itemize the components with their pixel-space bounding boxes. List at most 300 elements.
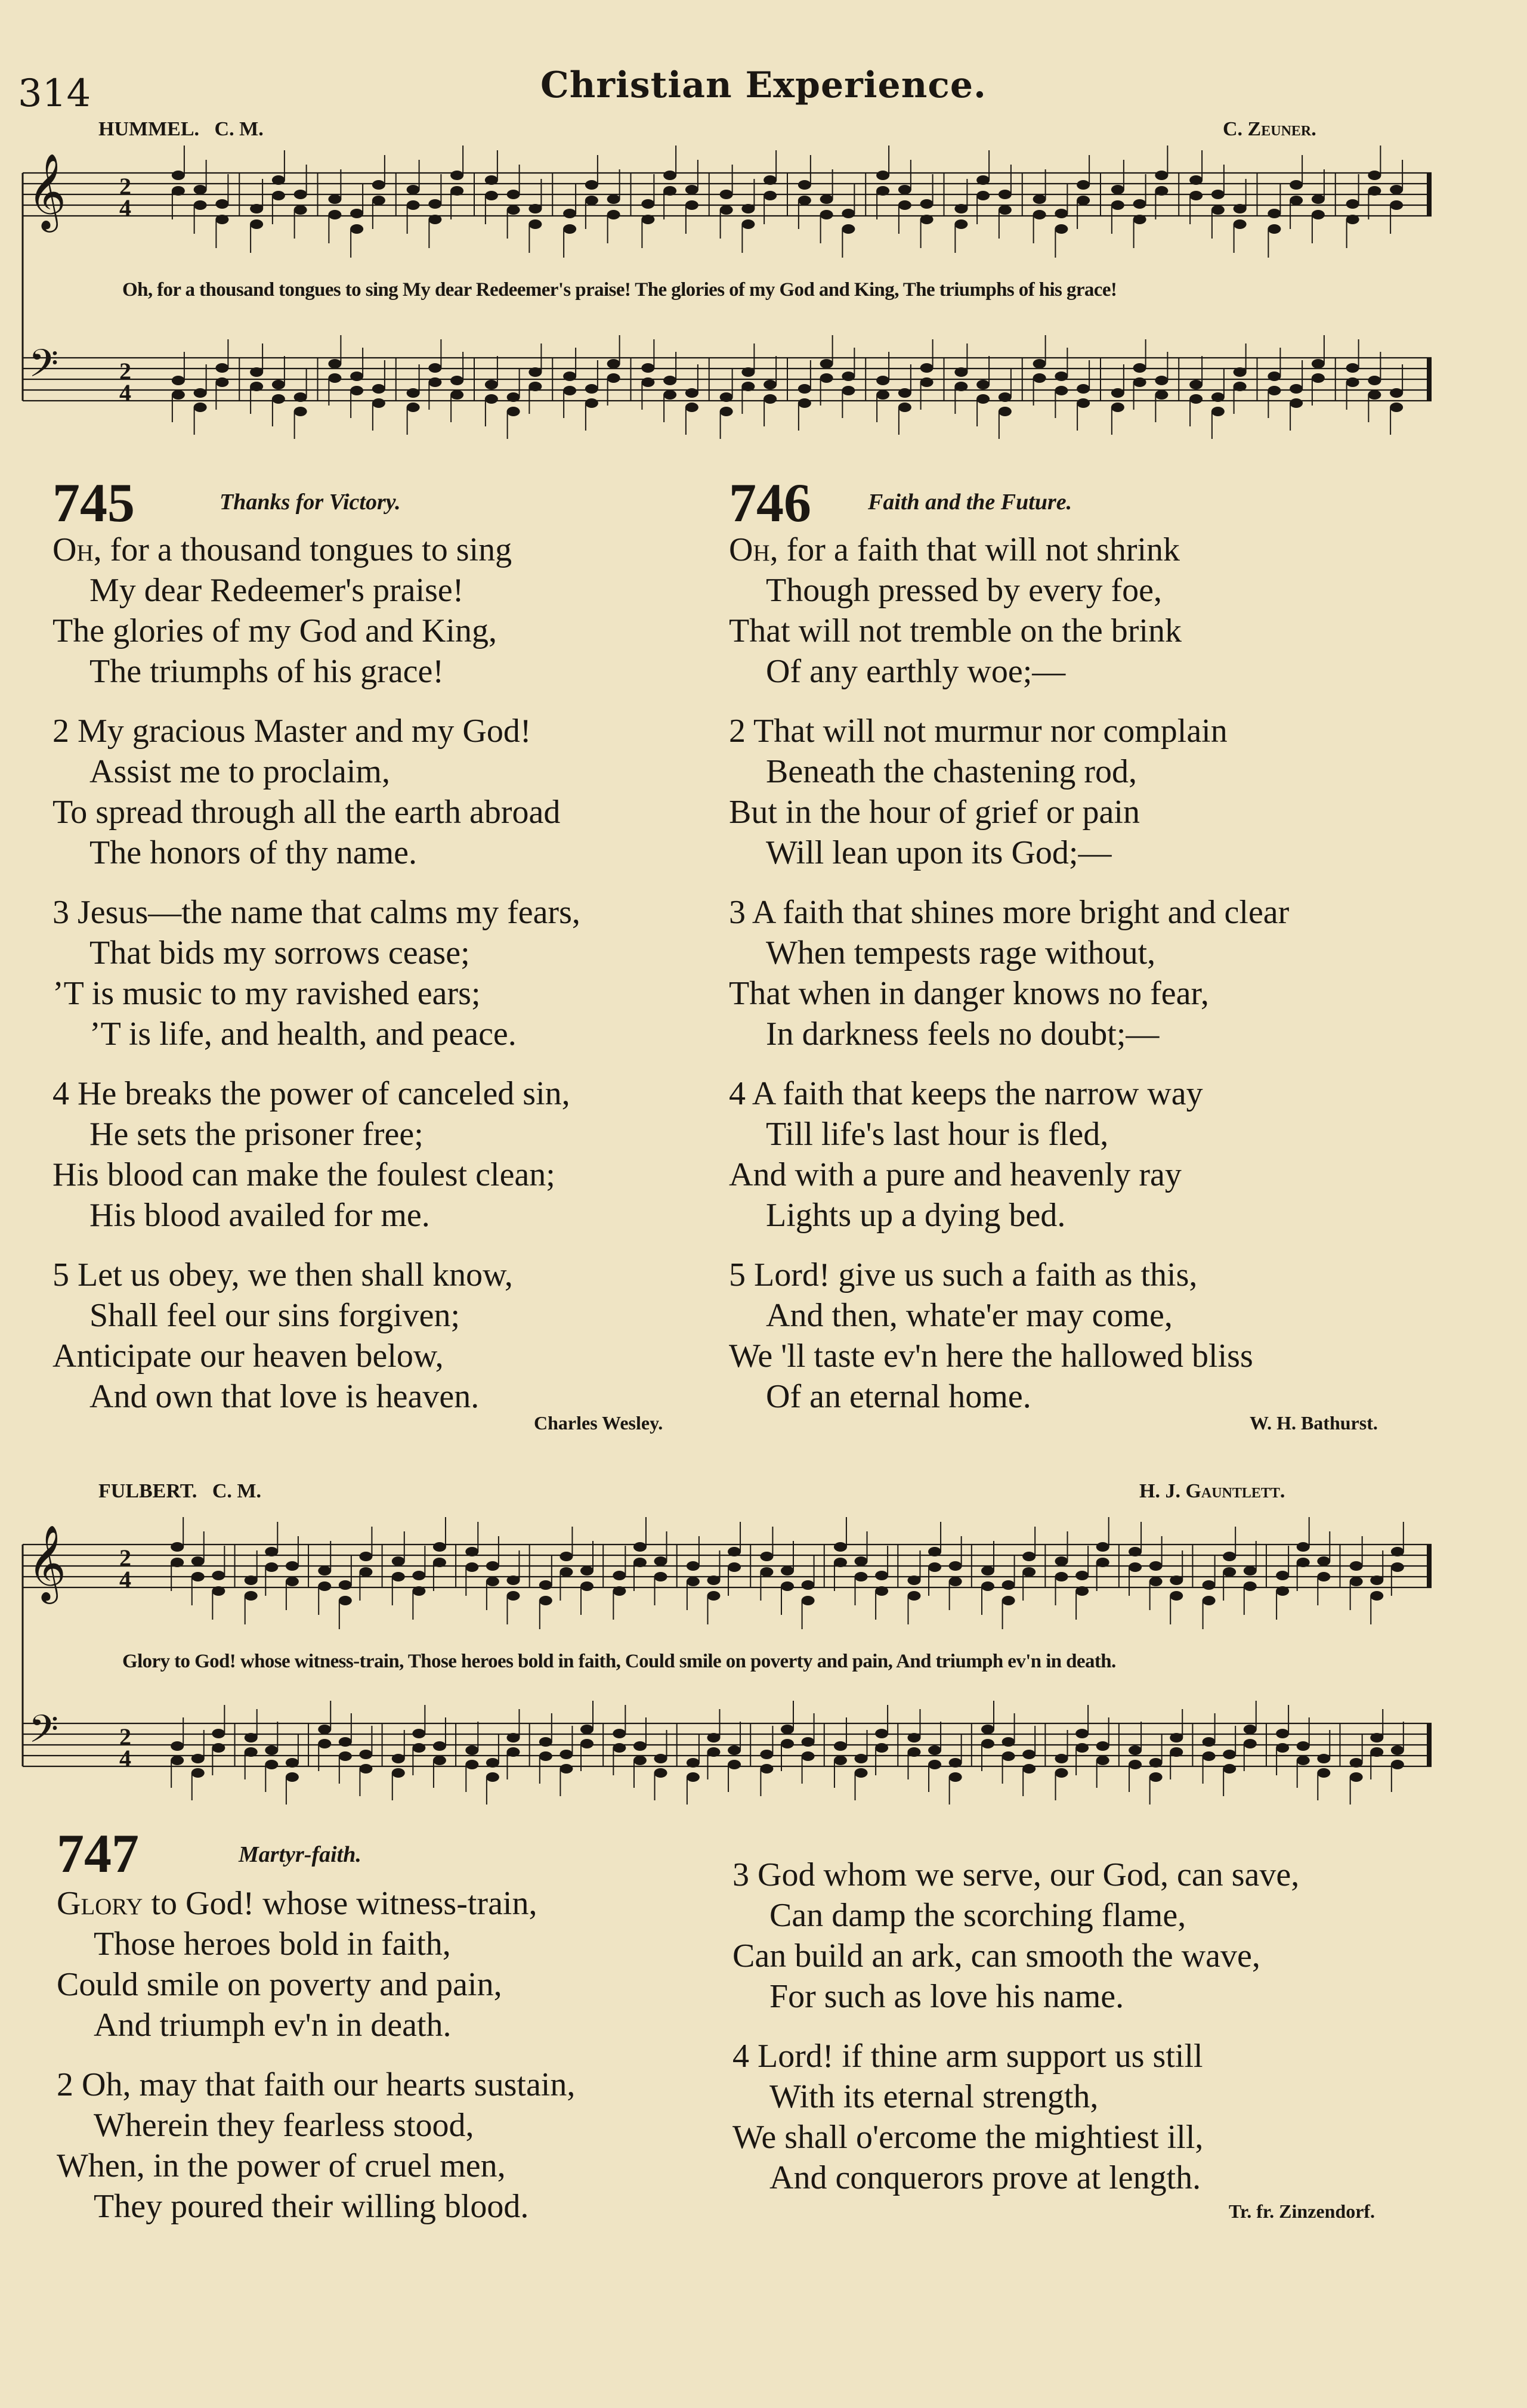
notehead [920, 377, 933, 387]
notehead [171, 1756, 184, 1765]
bass-clef-icon: 𝄢 [29, 342, 59, 395]
notehead [741, 367, 755, 377]
notehead [842, 224, 855, 234]
hymn-747-stanza-1: Glory to God! whose witness-train, Those heroes bold in faith, Could smile on poverty and pain, And triumph ev'n in death. [57, 1885, 537, 2044]
notehead [1033, 210, 1046, 219]
notehead [433, 1741, 446, 1751]
page-number: 314 [18, 72, 91, 116]
tune2-heading [98, 1480, 261, 1503]
tune1-lyrics: Oh, for a thousand tongues to sing My dear Redeemer's praise! The glories of my God and King, The triumphs of his grace! [122, 279, 1117, 301]
notehead [685, 200, 698, 210]
notehead [191, 1556, 205, 1566]
notehead [1370, 1591, 1383, 1601]
notehead [294, 407, 307, 416]
notehead [1129, 1745, 1142, 1755]
notehead [560, 1750, 573, 1759]
notehead [250, 204, 263, 213]
notehead [949, 1758, 962, 1768]
notehead [359, 1567, 372, 1577]
notehead [245, 1747, 258, 1757]
notehead [928, 1547, 941, 1556]
notehead [171, 1558, 184, 1567]
notehead [1075, 1743, 1089, 1753]
notehead [392, 1768, 405, 1778]
notehead [350, 224, 363, 234]
hymn-747-stanza-4: 4 Lord! if thine arm support us still With its eternal strength, We shall o'ercome the mightiest ill, And conquerors prove at length. [732, 2038, 1204, 2196]
notehead [641, 377, 654, 387]
notehead [359, 1764, 372, 1773]
notehead [820, 210, 833, 219]
notehead [1002, 1737, 1015, 1747]
notehead [485, 175, 498, 185]
notehead [1189, 380, 1203, 389]
notehead [976, 394, 990, 404]
notehead [506, 1591, 520, 1601]
notehead [272, 380, 285, 389]
notehead [580, 1581, 594, 1591]
notehead [585, 384, 598, 394]
notehead [1290, 384, 1303, 394]
notehead [563, 386, 576, 395]
notehead [245, 1733, 258, 1742]
notehead [339, 1751, 352, 1761]
notehead [685, 185, 698, 194]
notehead [1391, 1745, 1404, 1755]
notehead [250, 367, 263, 377]
notehead [407, 403, 420, 412]
notehead [245, 1591, 258, 1601]
notehead [1189, 394, 1203, 404]
notehead [1096, 1756, 1109, 1765]
notehead [798, 196, 811, 205]
notehead [328, 373, 341, 383]
hymn-746-stanza-2: 2 That will not murmur nor complain Beneath the chastening rod, But in the hour of grief or pain Will lean upon its God;— [729, 713, 1228, 871]
notehead [1096, 1542, 1109, 1552]
notehead [1077, 384, 1090, 394]
notehead [607, 373, 620, 383]
notehead [834, 1558, 847, 1567]
tune2-name: FULBERT. [98, 1480, 197, 1502]
notehead [450, 186, 463, 196]
notehead [687, 1561, 700, 1571]
hymn-746-first-word: Oh, [729, 531, 778, 568]
notehead [171, 1542, 184, 1552]
hymn-746-stanza-4: 4 A faith that keeps the narrow way Till life's last hour is fled, And with a pure and heavenly ray Lights up a dying bed. [729, 1075, 1203, 1234]
notehead [392, 1754, 405, 1763]
notehead [194, 403, 207, 412]
notehead [876, 390, 889, 400]
notehead [560, 1567, 573, 1577]
notehead [1133, 363, 1146, 373]
notehead [720, 392, 733, 402]
notehead [1111, 403, 1124, 412]
notehead [528, 367, 542, 377]
notehead [433, 1558, 446, 1567]
notehead [412, 1743, 425, 1753]
notehead [1155, 376, 1168, 385]
hymn-746-text [729, 530, 1289, 1436]
notehead [1189, 191, 1203, 200]
notehead [580, 1566, 594, 1576]
notehead [1055, 1754, 1068, 1763]
notehead [954, 367, 967, 377]
notehead [907, 1733, 920, 1742]
notehead [654, 1572, 667, 1581]
notehead [1312, 359, 1325, 369]
notehead [528, 219, 542, 229]
notehead [339, 1596, 352, 1605]
notehead [928, 1760, 941, 1769]
notehead [834, 1741, 847, 1751]
notehead [1133, 215, 1146, 224]
notehead [663, 171, 676, 180]
notehead [286, 1561, 299, 1571]
notehead [802, 1580, 815, 1590]
notehead [981, 1739, 994, 1748]
notehead [798, 398, 811, 408]
notehead [764, 191, 777, 200]
notehead [485, 191, 498, 200]
notehead [907, 1576, 920, 1585]
notehead [1317, 1556, 1330, 1566]
hymn-745-number: 745 [52, 472, 135, 533]
notehead [842, 386, 855, 395]
notehead [898, 200, 911, 210]
notehead [560, 1552, 573, 1561]
notehead [194, 185, 207, 194]
running-head: Christian Experience. [540, 64, 987, 106]
final-barline [1427, 1723, 1432, 1766]
notehead [954, 382, 967, 391]
hymn-746-stanza-5: 5 Lord! give us such a faith as this, And then, whate'er may come, We 'll taste ev'n here the hallowed bliss Of an eternal home. [729, 1256, 1253, 1415]
notehead [1022, 1567, 1035, 1577]
notehead [876, 376, 889, 385]
notehead [563, 224, 576, 234]
notehead [507, 392, 520, 402]
notehead [318, 1581, 331, 1591]
notehead [485, 380, 498, 389]
notehead [1276, 1586, 1289, 1596]
notehead [1149, 1772, 1163, 1782]
notehead [1312, 194, 1325, 204]
notehead [781, 1725, 794, 1734]
notehead [633, 1741, 647, 1751]
notehead [1055, 224, 1068, 234]
notehead [1203, 1580, 1216, 1590]
notehead [407, 200, 420, 210]
notehead [328, 194, 341, 204]
notehead [1203, 1751, 1216, 1761]
notehead [539, 1596, 552, 1605]
notehead [685, 388, 698, 398]
hymn-745-first-word: Oh, [52, 531, 102, 568]
notehead [1096, 1558, 1109, 1567]
notehead [450, 376, 463, 385]
notehead [450, 390, 463, 400]
notehead [1234, 367, 1247, 377]
notehead [1223, 1750, 1236, 1759]
notehead [798, 384, 811, 394]
tune1-composer: C. Zeuner. [1223, 118, 1316, 140]
notehead [272, 175, 285, 185]
notehead [486, 1758, 499, 1768]
tune2-composer: H. J. Gauntlett. [1139, 1480, 1285, 1502]
notehead [580, 1725, 594, 1734]
notehead [1368, 186, 1381, 196]
notehead [685, 403, 698, 412]
notehead [194, 388, 207, 398]
notehead [1234, 204, 1247, 213]
notehead [1129, 1547, 1142, 1556]
notehead [172, 171, 185, 180]
notehead [1002, 1751, 1015, 1761]
notehead [954, 204, 967, 213]
notehead [1268, 372, 1281, 381]
notehead [1203, 1737, 1216, 1747]
notehead [412, 1729, 425, 1738]
notehead [976, 175, 990, 185]
notehead [663, 390, 676, 400]
notehead [1244, 1566, 1257, 1576]
notehead [539, 1737, 552, 1747]
notehead [1297, 1741, 1310, 1751]
notehead [528, 204, 542, 213]
notehead [1055, 1556, 1068, 1566]
notehead [215, 377, 228, 387]
notehead [1268, 224, 1281, 234]
notehead [928, 1562, 941, 1572]
hymn-745-title: Thanks for Victory. [220, 490, 401, 515]
time-signature: 4 [119, 194, 131, 221]
notehead [563, 209, 576, 218]
hymn-745-stanza-2: 2 My gracious Master and my God! Assist me to proclaim, To spread through all the earth abroad The honors of thy name. [52, 713, 561, 871]
notehead [663, 376, 676, 385]
notehead [265, 1760, 278, 1769]
treble-clef-icon: 𝄞 [27, 153, 67, 229]
notehead [1075, 1586, 1089, 1596]
notehead [359, 1552, 372, 1561]
notehead [802, 1737, 815, 1747]
notehead [654, 1768, 667, 1778]
notehead [191, 1754, 205, 1763]
notehead [392, 1556, 405, 1566]
hymn-746-author: W. H. Bathurst. [1250, 1412, 1378, 1434]
notehead [265, 1562, 278, 1572]
hymn-747-stanza-2: 2 Oh, may that faith our hearts sustain, Wherein they fearless stood, When, in the power of cruel men, They poured their willing blood. [57, 2066, 576, 2225]
notehead [907, 1591, 920, 1601]
notehead [507, 407, 520, 416]
tune2-lyrics: Glory to God! whose witness-train, Those heroes bold in faith, Could smile on poverty and pain, And triumph ev'n in death. [122, 1651, 1116, 1672]
notehead [1096, 1741, 1109, 1751]
notehead [172, 390, 185, 400]
notehead [1055, 386, 1068, 395]
notehead [486, 1561, 499, 1571]
notehead [428, 199, 441, 209]
notehead [506, 1747, 520, 1757]
notehead [855, 1768, 868, 1778]
notehead [1211, 407, 1225, 416]
notehead [486, 1577, 499, 1586]
notehead [781, 1566, 794, 1576]
notehead [1244, 1581, 1257, 1591]
notehead [1317, 1768, 1330, 1778]
notehead [1370, 1747, 1383, 1757]
notehead [875, 1586, 888, 1596]
notehead [507, 205, 520, 215]
notehead [350, 372, 363, 381]
notehead [1391, 1547, 1404, 1556]
notehead [741, 219, 755, 229]
notehead [1170, 1747, 1183, 1757]
notehead [728, 1745, 741, 1755]
notehead [687, 1577, 700, 1586]
notehead [1268, 386, 1281, 395]
notehead [613, 1729, 626, 1738]
notehead [1211, 205, 1225, 215]
notehead [433, 1542, 446, 1552]
notehead [1346, 199, 1359, 209]
notehead [1133, 377, 1146, 387]
notehead [1033, 194, 1046, 204]
time-signature: 4 [119, 379, 131, 406]
notehead [585, 180, 598, 190]
notehead [1350, 1772, 1363, 1782]
notehead [506, 1576, 520, 1585]
notehead [633, 1558, 647, 1567]
notehead [1350, 1577, 1363, 1586]
notehead [215, 363, 228, 373]
notehead [350, 209, 363, 218]
notehead [820, 359, 833, 369]
hymn-745-stanza-4: 4 He breaks the power of canceled sin, He sets the prisoner free; His blood can make the foulest clean; His blood availed for me. [52, 1075, 570, 1234]
notehead [372, 384, 385, 394]
hymn-745-text [52, 530, 580, 1436]
treble-clef-icon: 𝄞 [27, 1524, 67, 1601]
notehead [663, 186, 676, 196]
notehead [1022, 1750, 1035, 1759]
notehead [372, 180, 385, 190]
notehead [272, 394, 285, 404]
notehead [1297, 1558, 1310, 1567]
notehead [191, 1572, 205, 1581]
notehead [999, 392, 1012, 402]
notehead [1211, 190, 1225, 199]
notehead [272, 191, 285, 200]
hymn-746-stanza-1: Oh, for a faith that will not shrink Though pressed by every foe, That will not tremble on the brink Of any earthly woe;— [729, 531, 1182, 690]
notehead [654, 1754, 667, 1763]
notehead [560, 1764, 573, 1773]
notehead [949, 1561, 962, 1571]
notehead [981, 1581, 994, 1591]
notehead [1155, 186, 1168, 196]
notehead [328, 359, 341, 369]
notehead [1022, 1764, 1035, 1773]
notehead [372, 196, 385, 205]
notehead [212, 1571, 225, 1580]
notehead [920, 363, 933, 373]
notehead [350, 386, 363, 395]
notehead [1346, 377, 1359, 387]
notehead [1170, 1591, 1183, 1601]
notehead [976, 191, 990, 200]
notehead [412, 1586, 425, 1596]
notehead [641, 199, 654, 209]
final-barline [1427, 173, 1432, 216]
notehead [563, 372, 576, 381]
notehead [920, 215, 933, 224]
notehead [580, 1739, 594, 1748]
notehead [407, 388, 420, 398]
notehead [1350, 1758, 1363, 1768]
notehead [265, 1745, 278, 1755]
notehead [687, 1772, 700, 1782]
notehead [245, 1576, 258, 1585]
notehead [172, 376, 185, 385]
notehead [506, 1733, 520, 1742]
notehead [613, 1586, 626, 1596]
hymn-747-author: Tr. fr. Zinzendorf. [1229, 2200, 1375, 2222]
notehead [898, 403, 911, 412]
notehead [898, 185, 911, 194]
notehead [781, 1581, 794, 1591]
time-signature: 2 [119, 1545, 131, 1571]
time-signature: 2 [119, 173, 131, 200]
notehead [286, 1772, 299, 1782]
notehead [1234, 382, 1247, 391]
notehead [1297, 1542, 1310, 1552]
notehead [641, 215, 654, 224]
notehead [191, 1768, 205, 1778]
notehead [1189, 175, 1203, 185]
notehead [928, 1745, 941, 1755]
notehead [1312, 373, 1325, 383]
notehead [654, 1556, 667, 1566]
hymn-746-title: Faith and the Future. [868, 490, 1072, 515]
notehead [1055, 209, 1068, 218]
notehead [1149, 1577, 1163, 1586]
tune1-meter: C. M. [214, 118, 264, 140]
notehead [539, 1580, 552, 1590]
notehead [875, 1743, 888, 1753]
notehead [339, 1737, 352, 1747]
notehead [1391, 1760, 1404, 1769]
notehead [1390, 200, 1403, 210]
notehead [728, 1547, 741, 1556]
notehead [876, 171, 889, 180]
hymn-747-first-word: Glory [57, 1885, 143, 1922]
notehead [1149, 1758, 1163, 1768]
notehead [585, 398, 598, 408]
notehead [834, 1542, 847, 1552]
notehead [215, 199, 228, 209]
notehead [250, 219, 263, 229]
notehead [760, 1567, 773, 1577]
notehead [764, 175, 777, 185]
notehead [212, 1729, 225, 1738]
notehead [1368, 376, 1381, 385]
notehead [318, 1739, 331, 1748]
notehead [1075, 1571, 1089, 1580]
notehead [949, 1577, 962, 1586]
notehead [855, 1754, 868, 1763]
notehead [1002, 1596, 1015, 1605]
notehead [465, 1547, 478, 1556]
notehead [1055, 1768, 1068, 1778]
notehead [687, 1758, 700, 1768]
notehead [172, 186, 185, 196]
notehead [450, 171, 463, 180]
notehead [607, 210, 620, 219]
